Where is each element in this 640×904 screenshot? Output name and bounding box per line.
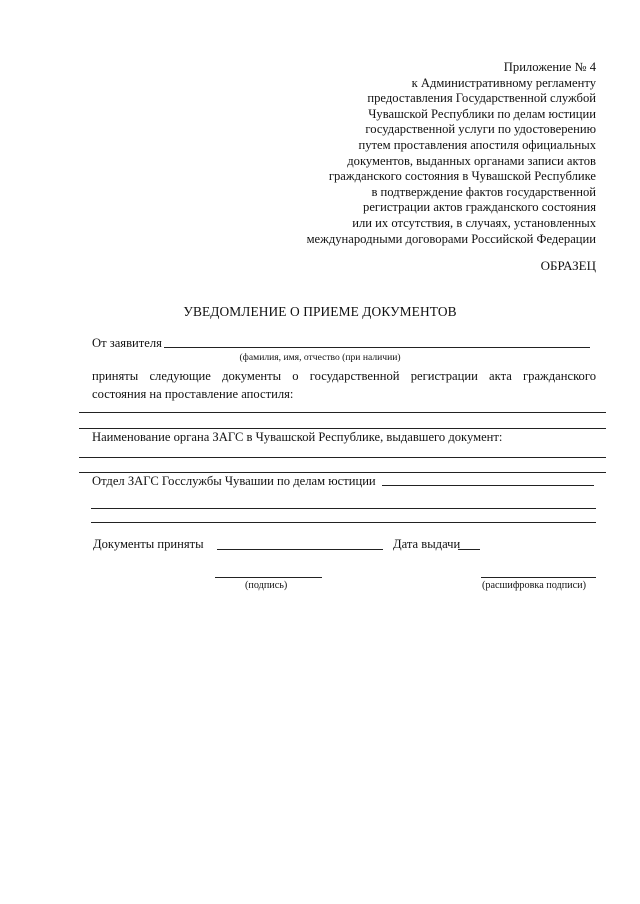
appendix-line: в подтверждение фактов государственной bbox=[371, 184, 596, 199]
zags-department-field[interactable] bbox=[92, 473, 594, 489]
zags-extra-fill-line[interactable] bbox=[91, 508, 596, 509]
appendix-line: международными договорами Российской Федерации bbox=[306, 231, 596, 246]
signature-decoding-caption: (расшифровка подписи) bbox=[482, 580, 586, 591]
appendix-header bbox=[256, 60, 596, 247]
applicant-label: От заявителя bbox=[92, 336, 162, 350]
signature-caption: (подпись) bbox=[245, 580, 288, 591]
applicant-name-hint: (фамилия, имя, отчество (при наличии) bbox=[239, 352, 401, 363]
documents-fill-line[interactable] bbox=[79, 412, 606, 413]
appendix-line: документов, выданных органами записи актов bbox=[347, 153, 596, 168]
appendix-line: Чувашской Республики по делам юстиции bbox=[368, 106, 596, 121]
applicant-fill-line[interactable] bbox=[164, 347, 590, 348]
registry-office-fill-line[interactable] bbox=[79, 457, 606, 458]
appendix-line: к Административному регламенту bbox=[411, 75, 596, 90]
appendix-line: гражданского состояния в Чувашской Республике bbox=[328, 169, 596, 184]
accepted-documents-text: приняты следующие документы о государственной регистрации акта гражданского состояния на проставление апостиля: bbox=[92, 369, 596, 401]
zags-extra-fill-line[interactable] bbox=[91, 522, 596, 523]
appendix-line: предоставления Государственной службой bbox=[367, 91, 596, 106]
appendix-line: или их отсутствия, в случаях, установленных bbox=[352, 215, 596, 230]
appendix-line: государственной услуги по удостоверению bbox=[365, 122, 596, 137]
signature-line[interactable] bbox=[215, 577, 322, 578]
documents-accepted-row bbox=[93, 537, 593, 553]
signature-decoding-line[interactable] bbox=[481, 577, 596, 578]
zags-department-fill-line[interactable] bbox=[382, 485, 594, 486]
documents-fill-line[interactable] bbox=[79, 428, 606, 429]
appendix-line: путем проставления апостиля официальных bbox=[358, 137, 596, 152]
appendix-line: Приложение № 4 bbox=[503, 60, 596, 74]
registry-office-label: Наименование органа ЗАГС в Чувашской Республике, выдавшего документ: bbox=[92, 430, 503, 444]
zags-department-label: Отдел ЗАГС Госслужбы Чувашии по делам юстиции bbox=[92, 474, 376, 488]
documents-accepted-label: Документы приняты bbox=[93, 537, 204, 551]
applicant-field[interactable] bbox=[92, 335, 590, 351]
issue-date-fill-line[interactable] bbox=[458, 549, 480, 550]
sample-label: ОБРАЗЕЦ bbox=[540, 258, 596, 273]
document-title: УВЕДОМЛЕНИЕ О ПРИЕМЕ ДОКУМЕНТОВ bbox=[183, 304, 457, 319]
issue-date-label: Дата выдачи bbox=[393, 537, 461, 551]
appendix-line: регистрации актов гражданского состояния bbox=[363, 200, 596, 215]
documents-accepted-fill-line[interactable] bbox=[217, 549, 383, 550]
